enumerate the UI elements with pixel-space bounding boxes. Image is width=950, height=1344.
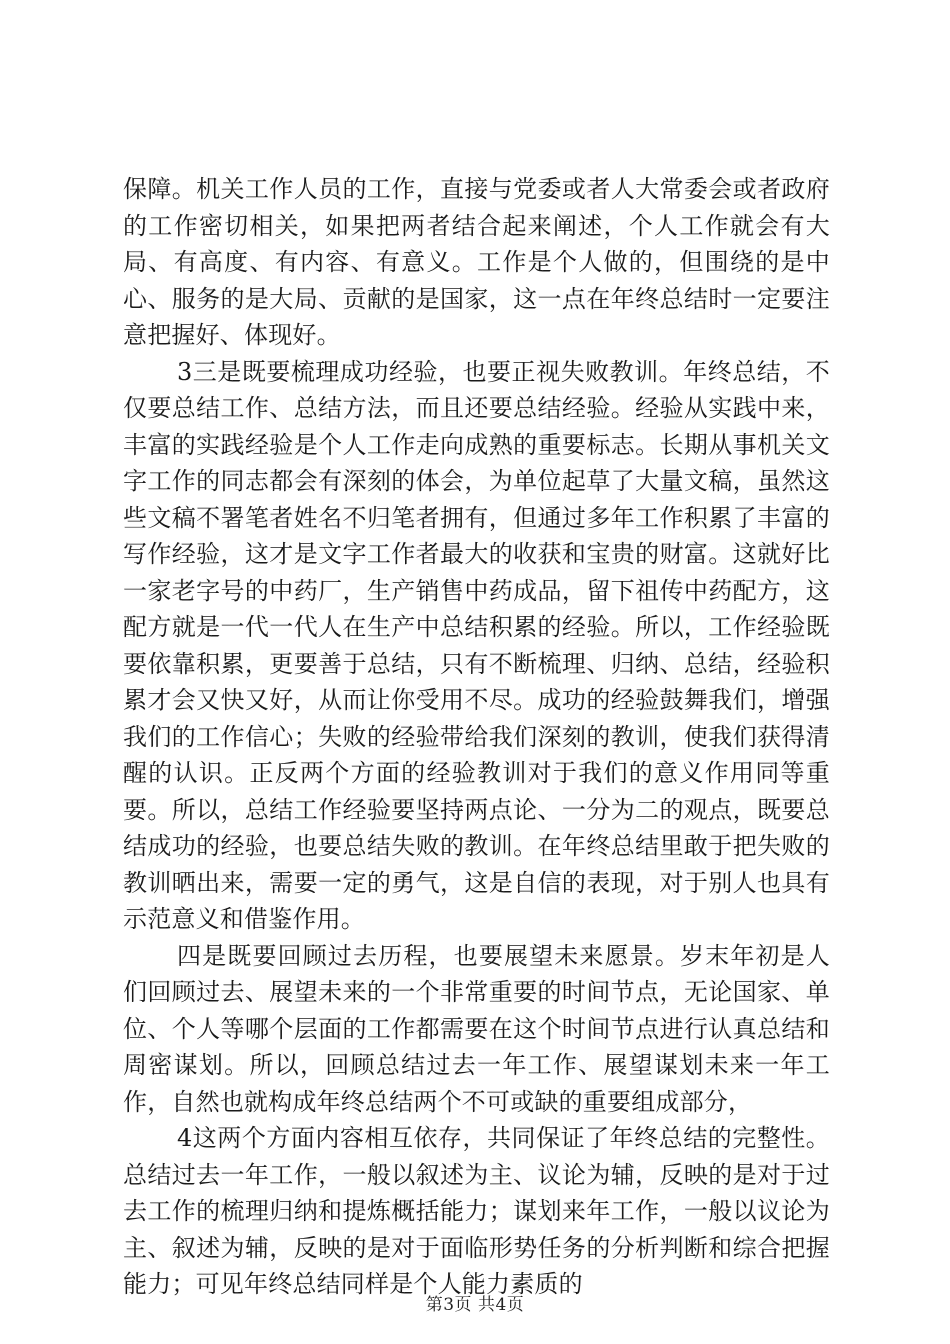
paragraph-4: 4这两个方面内容相互依存，共同保证了年终总结的完整性。总结过去一年工作，一般以叙述为主、议论为辅，反映的是对于过去工作的梳理归纳和提炼概括能力；谋划来年工作，一般以议论为主、叙述为辅，反映的是对于面临形势任务的分析判断和综合把握能力；可见年终总结同样是个人能力素质的	[123, 1124, 830, 1298]
page-number-footer: 第3页 共4页	[425, 1295, 525, 1315]
paragraph-2: 3三是既要梳理成功经验，也要正视失败教训。年终总结，不仅要总结工作、总结方法，而且还要总结经验。经验从实践中来，丰富的实践经验是个人工作走向成熟的重要标志。长期从事机关文字工作的同志都会有深刻的体会，为单位起草了大量文稿，虽然这些文稿不署笔者姓名不归笔者拥有，但通过多年工作积累了丰富的写作经验，这才是文字工作者最大的收获和宝贵的财富。这就好比一家老字号的中药厂，生产销售中药成品，留下祖传中药配方，这配方就是一代一代人在生产中总结积累的经验。所以，工作经验既要依靠积累，更要善于总结，只有不断梳理、归纳、总结，经验积累才会又快又好，从而让你受用不尽。成功的经验鼓舞我们，增强我们的工作信心；失败的经验带给我们深刻的教训，使我们获得清醒的认识。正反两个方面的经验教训对于我们的意义作用同等重要。所以，总结工作经验要坚持两点论、一分为二的观点，既要总结成功的经验，也要总结失败的教训。在年终总结里敢于把失败的教训晒出来，需要一定的勇气，这是自信的表现，对于别人也具有示范意义和借鉴作用。	[123, 357, 830, 933]
paragraph-3: 四是既要回顾过去历程，也要展望未来愿景。岁末年初是人们回顾过去、展望未来的一个非常重要的时间节点，无论国家、单位、个人等哪个层面的工作都需要在这个时间节点进行认真总结和周密谋划。所以，回顾总结过去一年工作、展望谋划未来一年工作，自然也就构成年终总结两个不可或缺的重要组成部分，	[123, 941, 830, 1116]
paragraph-1: 保障。机关工作人员的工作，直接与党委或者人大常委会或者政府的工作密切相关，如果把两者结合起来阐述，个人工作就会有大局、有高度、有内容、有意义。工作是个人做的，但围绕的是中心、服务的是大局、贡献的是国家，这一点在年终总结时一定要注意把握好、体现好。	[123, 175, 830, 349]
document-body	[123, 171, 830, 1303]
